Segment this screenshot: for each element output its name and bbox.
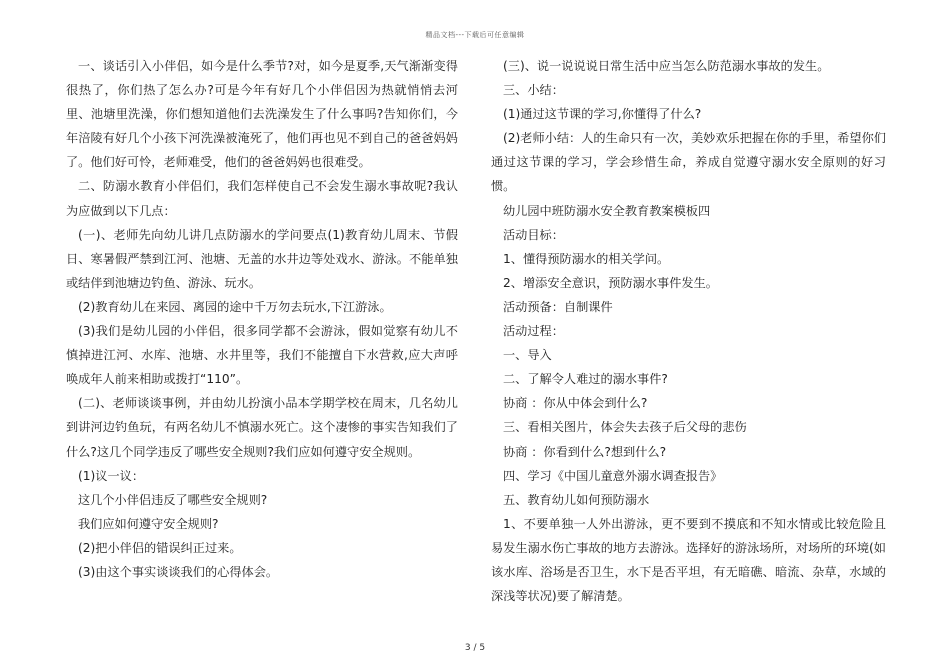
paragraph: 一、导入: [503, 348, 552, 363]
paragraph: (三)、说一说说说日常生活中应当怎么防范溺水事故的发生。: [503, 59, 830, 73]
paragraph: 一、谈话引入小伴侣，如今是什么季节?对，如今是夏季,天气渐渐变得很热了，你们热了怎么办?可是今年有好几个小伴侣因为热就悄悄去河里、池塘里洗澡，你们想知道他们去洗澡发生了什么事吗?告知你们，今年涪陵有好几个小孩下河洗澡被淹死了，他们再也见不到自己的爸爸妈妈了。他们好可怜，老师难受，他们的爸爸妈妈也很难受。: [66, 59, 458, 170]
paragraph: (二)、老师谈谈事例，并由幼儿扮演小品本学期学校在周末，几名幼儿到讲河边钓鱼玩，有两名幼儿不慎溺水死亡。这个凄惨的事实告知我们了什么?这几个同学违反了哪些安全规则?我们应如何遵守安全规则。: [66, 396, 458, 459]
paragraph: 协商 ：你从中体会到什么?: [503, 396, 648, 411]
paragraph: (2)老师小结：人的生命只有一次，美妙欢乐把握在你的手里，希望你们通过这节课的学习，学会珍惜生命，养成自觉遵守溺水安全原则的好习惯。: [491, 131, 886, 194]
paragraph: (3)由这个事实谈谈我们的心得体会。: [78, 564, 279, 579]
section-title: 幼儿园中班防溺水安全教育教案模板四: [503, 203, 711, 218]
paragraph: 1、懂得预防溺水的相关学问。: [503, 251, 670, 266]
page-number: 3 / 5: [464, 643, 486, 653]
paragraph: (2)把小伴侣的错误纠正过来。: [78, 540, 242, 555]
left-column: [66, 54, 458, 584]
paragraph: 活动预备：自制课件: [503, 299, 613, 314]
paragraph: 协商 ：你看到什么?想到什么?: [503, 444, 667, 459]
paragraph: 1、不要单独一人外出游泳，更不要到不摸底和不知水情或比较危险且易发生溺水伤亡事故的地方去游泳。选择好的游泳场所，对场所的环境(如该水库、浴场是否卫生，水下是否平坦，有无暗礁、暗流、杂草，水域的深浅等状况)要了解清楚。: [491, 516, 886, 604]
page-header: 精品文档---下载后可任意编辑: [425, 31, 525, 39]
paragraph: 五、教育幼儿如何预防溺水: [503, 492, 650, 507]
paragraph: 三、看相关图片，体会失去孩子后父母的悲伤: [503, 420, 747, 435]
paragraph: 二、防溺水教育小伴侣们，我们怎样使自己不会发生溺水事故呢?我认为应做到以下几点：: [66, 179, 458, 218]
paragraph: 四、学习《中国儿童意外溺水调查报告》: [503, 468, 723, 483]
paragraph: 二、了解令人难过的溺水事件?: [503, 372, 668, 387]
paragraph: (2)教育幼儿在来园、离园的途中千万勿去玩水,下江游泳。: [78, 299, 392, 314]
paragraph: 活动过程：: [503, 324, 564, 339]
paragraph: (3)我们是幼儿园的小伴侣，很多同学都不会游泳，假如觉察有幼儿不慎掉进江河、水库、池塘、水井里等，我们不能擅自下水营救,应大声呼唤成年人前来相助或拨打“110”。: [66, 324, 458, 387]
paragraph: 这几个小伴侣违反了哪些安全规则?: [78, 492, 268, 507]
paragraph: 活动目标：: [503, 227, 564, 242]
paragraph: (1)通过这节课的学习,你懂得了什么?: [503, 107, 702, 122]
right-column: [491, 54, 886, 608]
paragraph: 我们应如何遵守安全规则?: [78, 516, 219, 531]
paragraph: (一)、老师先向幼儿讲几点防溺水的学问要点(1)教育幼儿周末、节假日、寒暑假严禁到江河、池塘、无盖的水井边等处戏水、游泳。不能单独或结伴到池塘边钓鱼、游泳、玩水。: [66, 227, 458, 290]
paragraph: 三、小结：: [503, 83, 564, 98]
paragraph: 2、增添安全意识，预防溺水事件发生。: [503, 275, 718, 290]
paragraph: (1)议一议：: [78, 468, 145, 483]
